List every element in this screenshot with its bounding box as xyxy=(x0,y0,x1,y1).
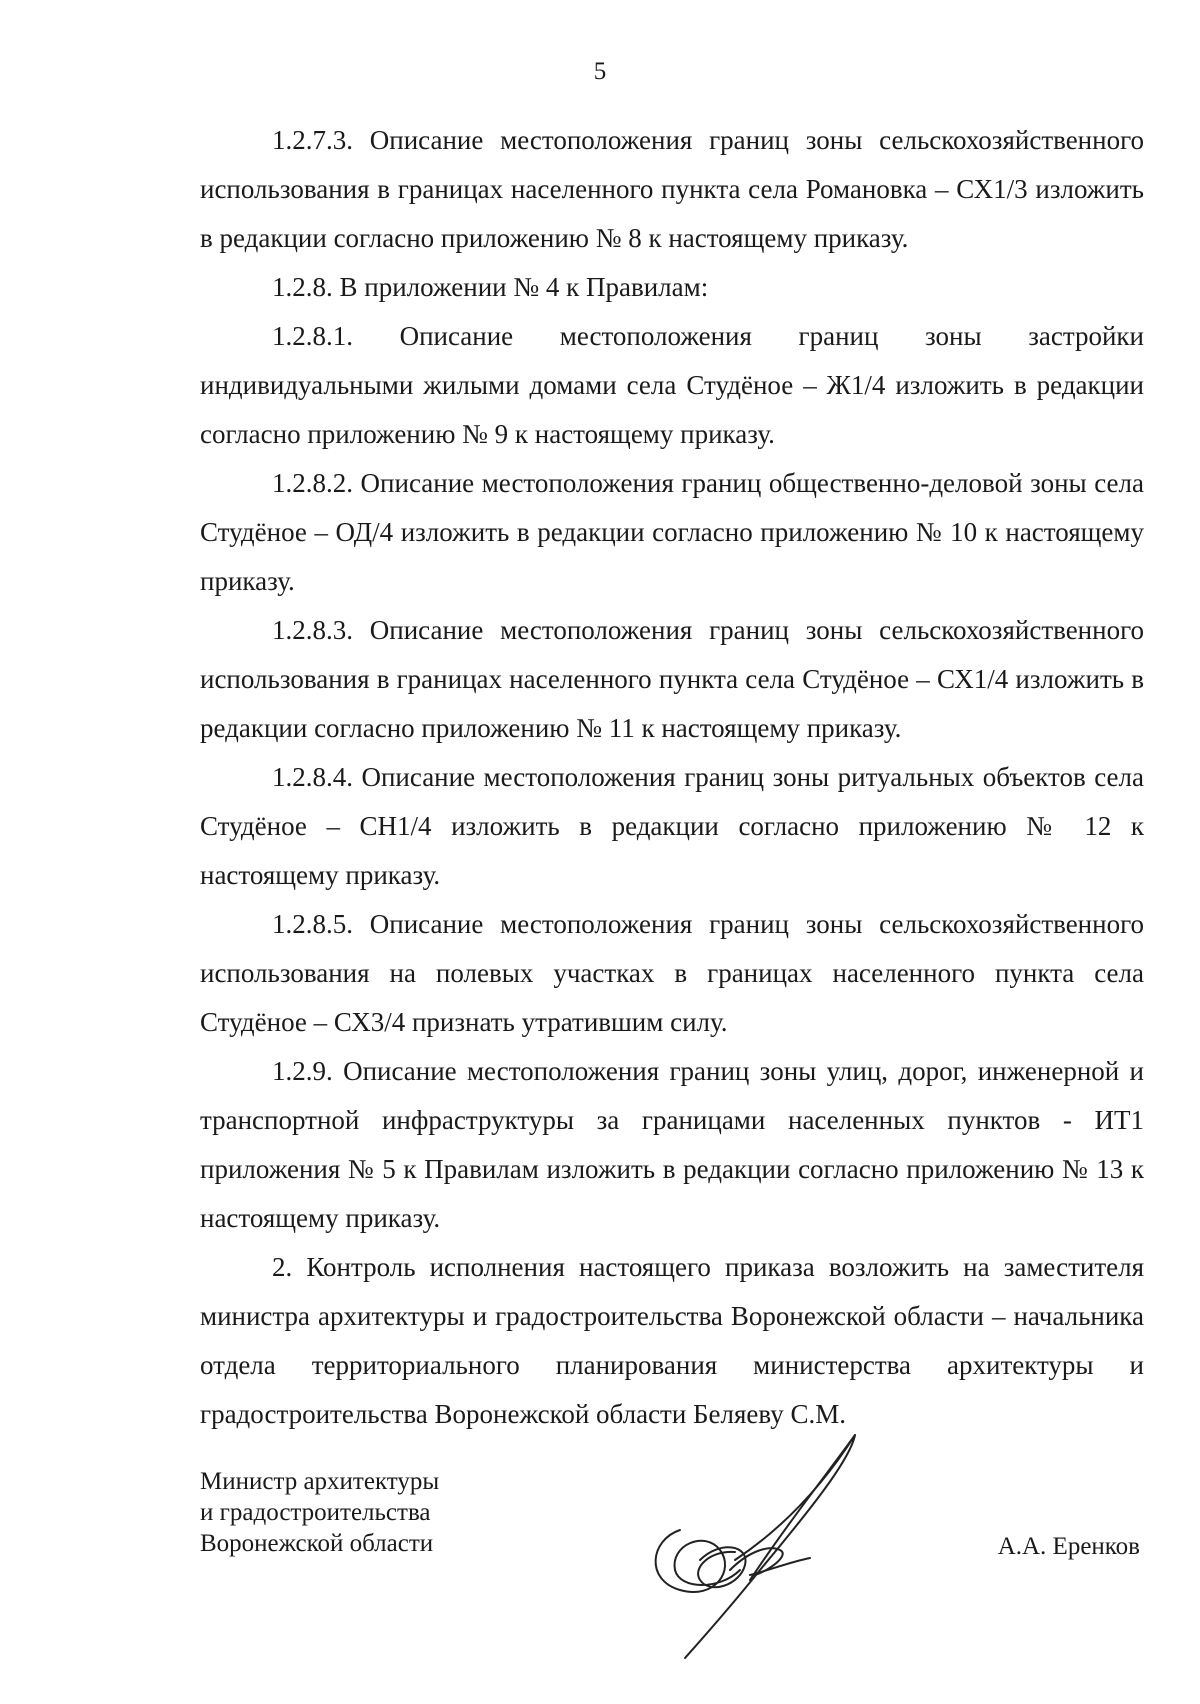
signatory-title-line: и градостроительства xyxy=(200,1499,431,1526)
signatory-title xyxy=(200,1466,439,1559)
signatory-title-line: Воронежской области xyxy=(200,1530,434,1557)
paragraph-1-2-8-5: 1.2.8.5. Описание местоположения границ зоны сельскохозяйственного использования на полевых участках в границах населенного пункта села Студёное – СХ3/4 признать утратившим силу. xyxy=(200,909,1144,1037)
paragraph-1-2-8-1: 1.2.8.1. Описание местоположения границ зоны застройки индивидуальными жилыми домами села Студёное – Ж1/4 изложить в редакции согласно приложению № 9 к настоящему приказу. xyxy=(200,321,1144,449)
paragraph-1-2-7-3: 1.2.7.3. Описание местоположения границ зоны сельскохозяйственного использования в границах населенного пункта села Романовка – СХ1/3 изложить в редакции согласно приложению № 8 к настоящему приказу. xyxy=(200,125,1144,253)
paragraph-1-2-8: 1.2.8. В приложении № 4 к Правилам: xyxy=(272,272,709,302)
handwritten-signature xyxy=(640,1430,940,1670)
paragraph-1-2-9: 1.2.9. Описание местоположения границ зоны улиц, дорог, инженерной и транспортной инфраструктуры за границами населенных пунктов - ИТ1 приложения № 5 к Правилам изложить в редакции согласно приложению № 13 к настоящему приказу. xyxy=(200,1056,1144,1233)
paragraph-1-2-8-2: 1.2.8.2. Описание местоположения границ общественно-деловой зоны села Студёное – ОД/4 изложить в редакции согласно приложению № 10 к настоящему приказу. xyxy=(200,468,1144,596)
signatory-title-line: Министр архитектуры xyxy=(200,1468,440,1495)
document-body xyxy=(200,116,1144,1439)
paragraph-1-2-8-4: 1.2.8.4. Описание местоположения границ зоны ритуальных объектов села Студёное – СН1/4 изложить в редакции согласно приложению № 12 к настоящему приказу. xyxy=(200,762,1144,890)
page-number: 5 xyxy=(593,58,607,85)
paragraph-2: 2. Контроль исполнения настоящего приказа возложить на заместителя министра архитектуры и градостроительства Воронежской области – начальника отдела территориального планирования министерства архитектуры и градостроительства Воронежской области Беляеву С.М. xyxy=(200,1252,1144,1429)
paragraph-1-2-8-3: 1.2.8.3. Описание местоположения границ зоны сельскохозяйственного использования в границах населенного пункта села Студёное – СХ1/4 изложить в редакции согласно приложению № 11 к настоящему приказу. xyxy=(200,615,1144,743)
signatory-name: А.А. Еренков xyxy=(997,1533,1140,1560)
